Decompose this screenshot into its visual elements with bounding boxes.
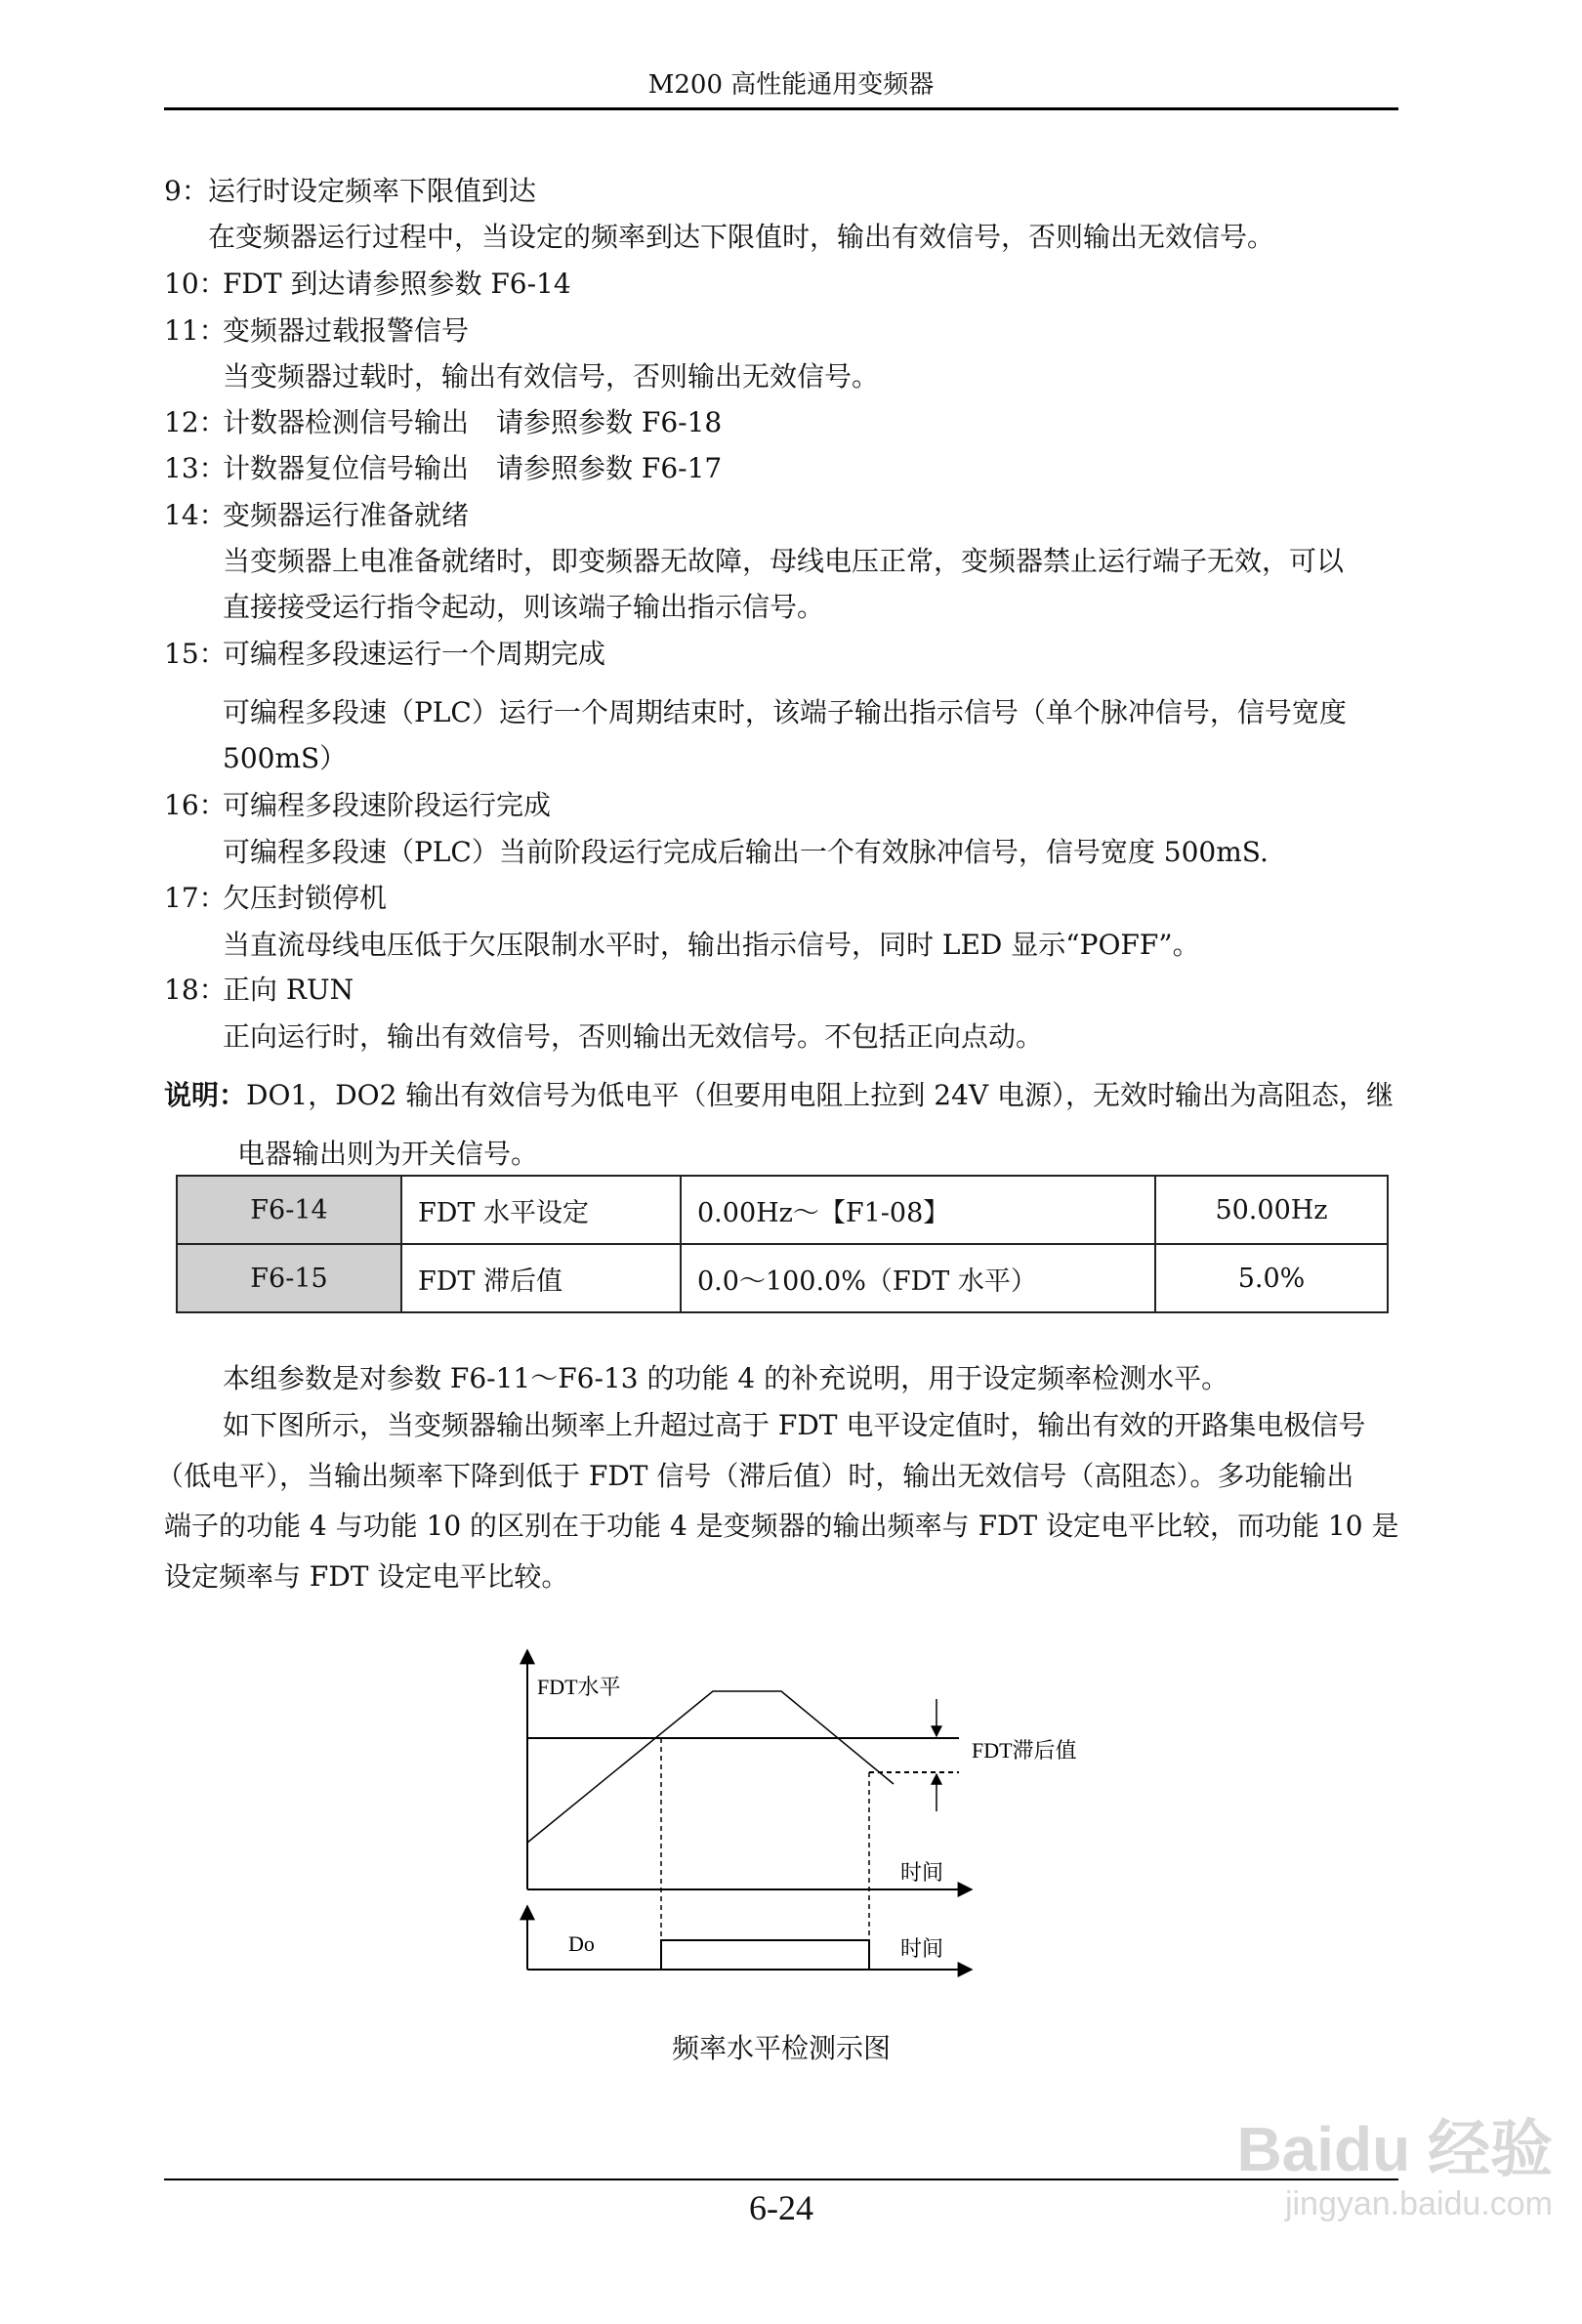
item-13-number: 13： <box>164 452 227 484</box>
label-time-top: 时间 <box>900 1860 944 1885</box>
item-16-title: 可编程多段速阶段运行完成 <box>223 789 552 821</box>
page-number: 6-24 <box>749 2188 813 2227</box>
item-12-title: 计数器检测信号输出 请参照参数 F6-18 <box>223 406 723 438</box>
note-line-1: DO1，DO2 输出有效信号为低电平（但要用电阻上拉到 24V 电源），无效时输出为高阻态，继 <box>246 1079 1395 1111</box>
item-9-desc: 在变频器运行过程中，当设定的频率到达下限值时，输出有效信号，否则输出无效信号。 <box>208 221 1275 253</box>
item-11-desc: 当变频器过载时，输出有效信号，否则输出无效信号。 <box>223 360 880 393</box>
param-range: 0.0～100.0%（FDT 水平） <box>681 1244 1155 1312</box>
frequency-curve <box>527 1691 894 1843</box>
param-default: 5.0% <box>1155 1244 1388 1312</box>
item-15-desc-2: 500mS） <box>223 742 348 774</box>
item-18-title: 正向 RUN <box>223 974 354 1006</box>
item-11-number: 11： <box>164 314 227 347</box>
item-15-title: 可编程多段速运行一个周期完成 <box>223 638 606 670</box>
paragraph-2-line-2: （低电平），当输出频率下降到低于 FDT 信号（滞后值）时，输出无效信号（高阻态）。多功能输出 <box>156 1460 1354 1492</box>
item-15-desc-1: 可编程多段速（PLC）运行一个周期结束时，该端子输出指示信号（单个脉冲信号，信号宽度 <box>223 696 1347 728</box>
param-code: F6-15 <box>177 1244 401 1312</box>
note-label: 说明： <box>164 1079 247 1111</box>
paragraph-2-line-3: 端子的功能 4 与功能 10 的区别在于功能 4 是变频器的输出频率与 FDT 设定电平比较，而功能 10 是 <box>164 1510 1399 1542</box>
item-9-title: 运行时设定频率下限值到达 <box>208 175 537 207</box>
note-line-2: 电器输出则为开关信号。 <box>237 1138 539 1170</box>
item-11-title: 变频器过载报警信号 <box>223 314 470 347</box>
paragraph-2-line-1: 如下图所示，当变频器输出频率上升超过高于 FDT 电平设定值时，输出有效的开路集电极信号 <box>223 1409 1366 1441</box>
item-14-number: 14： <box>164 499 227 531</box>
watermark-logo: Baidu 经验 <box>1236 2114 1553 2184</box>
item-13-title: 计数器复位信号输出 请参照参数 F6-17 <box>223 452 723 484</box>
item-18-number: 18： <box>164 974 227 1006</box>
item-10-number: 10： <box>164 268 227 300</box>
header-title: M200 高性能通用变频器 <box>647 70 935 100</box>
param-range: 0.00Hz～【F1-08】 <box>681 1176 1155 1244</box>
item-14-desc-2: 直接接受运行指令起动，则该端子输出指示信号。 <box>223 591 825 623</box>
watermark-url: jingyan.baidu.com <box>1284 2185 1553 2222</box>
item-15-number: 15： <box>164 638 227 670</box>
label-fdt-hysteresis: FDT滞后值 <box>972 1738 1077 1763</box>
item-17-title: 欠压封锁停机 <box>223 882 388 914</box>
param-name: FDT 水平设定 <box>401 1176 681 1244</box>
paragraph-1: 本组参数是对参数 F6-11～F6-13 的功能 4 的补充说明，用于设定频率检测水平。 <box>223 1362 1229 1394</box>
item-18-desc: 正向运行时，输出有效信号，否则输出无效信号。不包括正向点动。 <box>223 1020 1044 1053</box>
item-17-desc: 当直流母线电压低于欠压限制水平时，输出指示信号，同时 LED 显示“POFF”。 <box>223 929 1200 961</box>
param-default: 50.00Hz <box>1155 1176 1388 1244</box>
param-name: FDT 滞后值 <box>401 1244 681 1312</box>
item-12-number: 12： <box>164 406 227 438</box>
item-14-desc-1: 当变频器上电准备就绪时，即变频器无故障，母线电压正常，变频器禁止运行端子无效，可以 <box>223 545 1345 577</box>
label-time-bottom: 时间 <box>900 1936 944 1961</box>
paragraph-2-line-4: 设定频率与 FDT 设定电平比较。 <box>164 1560 569 1593</box>
figure-caption: 频率水平检测示图 <box>671 2032 891 2064</box>
item-16-number: 16： <box>164 789 227 821</box>
item-14-title: 变频器运行准备就绪 <box>223 499 470 531</box>
item-17-number: 17： <box>164 882 227 914</box>
item-10-title: FDT 到达请参照参数 F6-14 <box>223 268 571 300</box>
do-signal-pulse <box>661 1940 869 1970</box>
footer-rule <box>164 2179 1398 2180</box>
label-do: Do <box>568 1931 595 1956</box>
label-fdt-level: FDT水平 <box>537 1675 621 1699</box>
item-9-number: 9： <box>164 175 209 207</box>
param-code: F6-14 <box>177 1176 401 1244</box>
item-16-desc: 可编程多段速（PLC）当前阶段运行完成后输出一个有效脉冲信号，信号宽度 500mS. <box>223 836 1269 868</box>
